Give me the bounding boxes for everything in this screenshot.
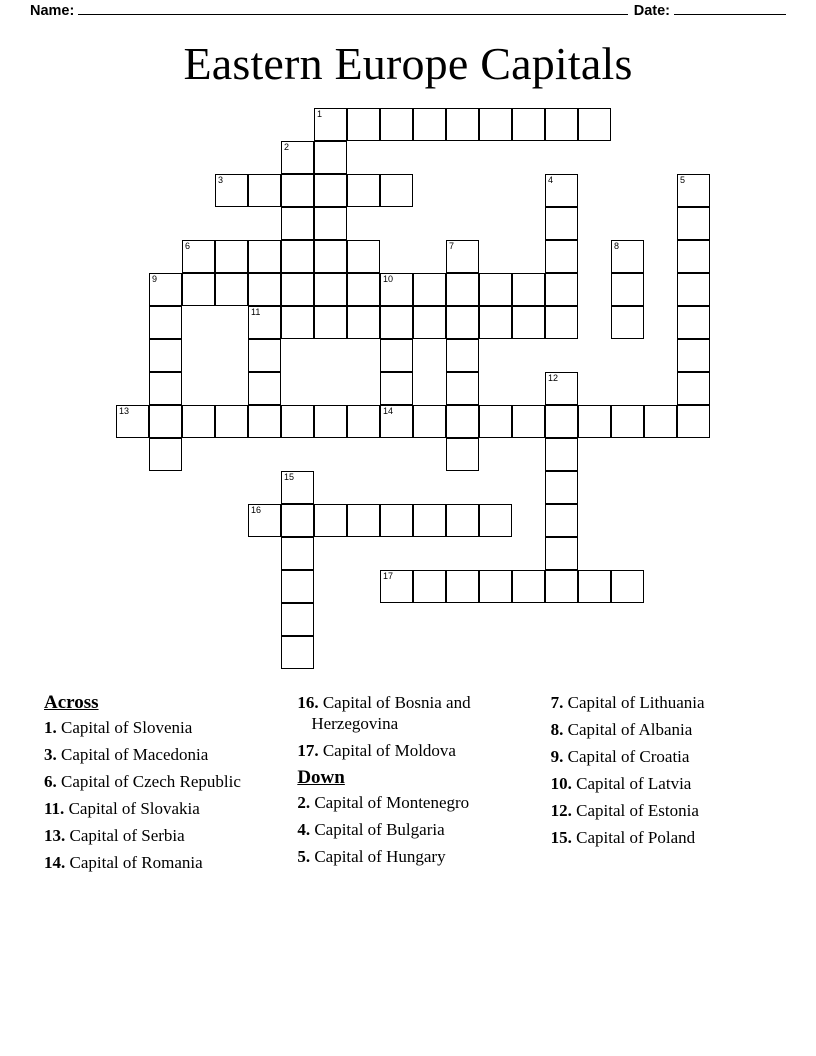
clue-number: 8. [550,720,564,739]
crossword-cell[interactable] [545,240,578,273]
crossword-cell[interactable] [347,306,380,339]
crossword-cell[interactable] [446,570,479,603]
crossword-cell[interactable] [512,405,545,438]
clue-number: 11. [44,799,65,818]
crossword-cell[interactable] [347,240,380,273]
crossword-cell[interactable] [149,273,182,306]
crossword-cell[interactable] [380,306,413,339]
crossword-cell[interactable] [545,174,578,207]
cell-number: 12 [548,373,559,383]
clue-text: Capital of Bosnia and Herzegovina [311,693,471,733]
cell-number: 13 [119,406,130,416]
name-date-bar [30,2,786,24]
cell-number: 7 [449,241,455,251]
clue-item [44,825,273,846]
crossword-cell[interactable] [314,504,347,537]
crossword-cell[interactable] [347,174,380,207]
clue-text: Capital of Bulgaria [310,820,445,839]
crossword-cell[interactable] [545,372,578,405]
crossword-cell[interactable] [380,504,413,537]
crossword-cell[interactable] [578,405,611,438]
crossword-cell[interactable] [281,306,314,339]
crossword-cell[interactable] [446,306,479,339]
clue-number: 14. [44,853,66,872]
crossword-cell[interactable] [281,537,314,570]
clue-item [44,798,273,819]
name-label: Name: [30,3,75,19]
crossword-cell[interactable] [413,504,446,537]
clue-item [44,717,273,738]
crossword-cell[interactable] [446,372,479,405]
crossword-cell[interactable] [545,306,578,339]
clue-item [297,740,526,761]
crossword-cell[interactable] [479,273,512,306]
crossword-cell[interactable] [182,240,215,273]
crossword-cell[interactable] [446,339,479,372]
crossword-cell[interactable] [512,570,545,603]
cell-number: 3 [218,175,224,185]
crossword-cell[interactable] [215,273,248,306]
clue-item [551,746,780,767]
cell-number: 16 [251,505,262,515]
crossword-cell[interactable] [314,141,347,174]
crossword-cell[interactable] [281,603,314,636]
crossword-cell[interactable] [677,339,710,372]
clue-number: 17. [297,741,319,760]
clue-number: 13. [44,826,66,845]
clue-text: Capital of Lithuania [563,693,705,712]
crossword-cell[interactable] [446,108,479,141]
crossword-cell[interactable] [446,504,479,537]
cell-number: 9 [152,274,158,284]
crossword-cell[interactable] [380,405,413,438]
clue-text: Capital of Croatia [563,747,690,766]
cell-number: 10 [383,274,394,284]
crossword-cell[interactable] [347,273,380,306]
clue-number: 10. [550,774,572,793]
crossword-cell[interactable] [545,537,578,570]
clue-number: 6. [44,772,57,791]
crossword-cell[interactable] [677,174,710,207]
crossword-cell[interactable] [677,306,710,339]
crossword-cell[interactable] [380,570,413,603]
crossword-cell[interactable] [677,372,710,405]
crossword-cell[interactable] [314,306,347,339]
clue-item [297,819,526,840]
crossword-cell[interactable] [512,108,545,141]
clue-text: Capital of Estonia [571,801,699,820]
cell-number: 2 [284,142,290,152]
clue-text: Capital of Moldova [318,741,456,760]
crossword-cell[interactable] [149,306,182,339]
crossword-cell[interactable] [479,504,512,537]
crossword-cell[interactable] [248,372,281,405]
crossword-cell[interactable] [248,240,281,273]
crossword-cell[interactable] [611,240,644,273]
crossword-cell[interactable] [281,504,314,537]
cell-number: 5 [680,175,686,185]
clue-section-heading: Down [297,767,345,788]
clue-text: Capital of Latvia [571,774,692,793]
crossword-cell[interactable] [413,108,446,141]
name-write-line[interactable] [78,2,627,15]
crossword-cell[interactable] [578,108,611,141]
clue-number: 2. [297,793,311,812]
crossword-cell[interactable] [677,405,710,438]
crossword-cell[interactable] [512,273,545,306]
clue-text: Capital of Macedonia [56,745,209,764]
crossword-cell[interactable] [182,273,215,306]
crossword-cell[interactable] [545,405,578,438]
crossword-cell[interactable] [545,471,578,504]
crossword-cell[interactable] [215,240,248,273]
crossword-cell[interactable] [677,207,710,240]
crossword-cell[interactable] [281,471,314,504]
cell-number: 8 [614,241,620,251]
crossword-cell[interactable] [545,108,578,141]
clue-item [551,692,780,713]
crossword-cell[interactable] [677,240,710,273]
clue-item [551,800,780,821]
crossword-cell[interactable] [248,339,281,372]
crossword-cell[interactable] [314,174,347,207]
clue-item [551,719,780,740]
cell-number: 14 [383,406,394,416]
crossword-cell[interactable] [248,504,281,537]
cell-number: 17 [383,571,394,581]
cell-number: 6 [185,241,191,251]
clue-item [297,846,526,867]
clue-number: 1. [44,718,57,737]
crossword-cell[interactable] [380,372,413,405]
crossword-cell[interactable] [347,405,380,438]
crossword-cell[interactable] [281,141,314,174]
crossword-cell[interactable] [116,405,149,438]
crossword-cell[interactable] [545,570,578,603]
clue-text: Capital of Slovakia [64,799,200,818]
clue-text: Capital of Serbia [65,826,185,845]
clue-text: Capital of Romania [65,853,203,872]
clue-item [297,792,526,813]
clue-text: Capital of Hungary [310,847,446,866]
date-label: Date: [633,3,670,19]
crossword-cell[interactable] [644,405,677,438]
date-write-line[interactable] [674,2,786,15]
crossword-cell[interactable] [479,108,512,141]
cell-number: 4 [548,175,554,185]
clue-item [44,852,273,873]
crossword-cell[interactable] [545,273,578,306]
crossword-cell[interactable] [314,240,347,273]
crossword-cell[interactable] [479,405,512,438]
cell-number: 15 [284,472,295,482]
clue-item [551,827,780,848]
crossword-cell[interactable] [281,174,314,207]
crossword-cell[interactable] [413,273,446,306]
crossword-cell[interactable] [281,405,314,438]
crossword-cell[interactable] [215,405,248,438]
crossword-cell[interactable] [248,174,281,207]
cell-number: 11 [251,307,261,317]
crossword-cell[interactable] [149,372,182,405]
clue-text: Capital of Albania [563,720,693,739]
crossword-cell[interactable] [281,636,314,669]
crossword-cell[interactable] [281,207,314,240]
clue-item [44,744,273,765]
crossword-cell[interactable] [446,438,479,471]
crossword-cell[interactable] [578,570,611,603]
crossword-cell[interactable] [248,306,281,339]
crossword-cell[interactable] [149,438,182,471]
crossword-cell[interactable] [380,339,413,372]
clue-text: Capital of Czech Republic [56,772,241,791]
crossword-cell[interactable] [611,306,644,339]
crossword-cell[interactable] [446,405,479,438]
clue-number: 7. [550,693,564,712]
crossword-cell[interactable] [314,273,347,306]
clue-text: Capital of Poland [571,828,696,847]
crossword-cell[interactable] [545,504,578,537]
crossword-cell[interactable] [314,108,347,141]
crossword-cell[interactable] [182,405,215,438]
crossword-cell[interactable] [347,504,380,537]
crossword-cell[interactable] [512,306,545,339]
crossword-cell[interactable] [413,306,446,339]
crossword-cell[interactable] [215,174,248,207]
clue-number: 4. [297,820,311,839]
crossword-cell[interactable] [611,570,644,603]
crossword-cell[interactable] [413,570,446,603]
crossword-cell[interactable] [611,273,644,306]
crossword-cell[interactable] [413,405,446,438]
clue-number: 3. [44,745,57,764]
clue-item [297,692,526,734]
cell-number: 1 [317,109,323,119]
crossword-cell[interactable] [149,405,182,438]
clue-list [44,692,780,962]
crossword-cell[interactable] [281,240,314,273]
clue-number: 9. [550,747,564,766]
crossword-cell[interactable] [611,405,644,438]
crossword-cell[interactable] [479,570,512,603]
crossword-cell[interactable] [446,240,479,273]
clue-section-heading: Across [44,692,99,713]
crossword-cell[interactable] [281,570,314,603]
crossword-grid[interactable] [0,105,816,675]
page-title: Eastern Europe Capitals [183,38,633,89]
crossword-cell[interactable] [347,108,380,141]
crossword-cell[interactable] [248,273,281,306]
clue-number: 15. [550,828,572,847]
crossword-cell[interactable] [314,405,347,438]
crossword-cell[interactable] [677,273,710,306]
crossword-cell[interactable] [479,306,512,339]
clue-item [551,773,780,794]
crossword-cell[interactable] [380,108,413,141]
clue-number: 5. [297,847,311,866]
crossword-cell[interactable] [380,174,413,207]
crossword-cell[interactable] [314,207,347,240]
crossword-cell[interactable] [281,273,314,306]
clue-number: 12. [550,801,572,820]
crossword-cell[interactable] [545,207,578,240]
crossword-cell[interactable] [446,273,479,306]
clue-text: Capital of Slovenia [56,718,193,737]
clue-number: 16. [297,693,319,712]
crossword-cell[interactable] [380,273,413,306]
clue-text: Capital of Montenegro [310,793,470,812]
clue-item [44,771,273,792]
crossword-cell[interactable] [149,339,182,372]
crossword-cell[interactable] [248,405,281,438]
crossword-cell[interactable] [545,438,578,471]
